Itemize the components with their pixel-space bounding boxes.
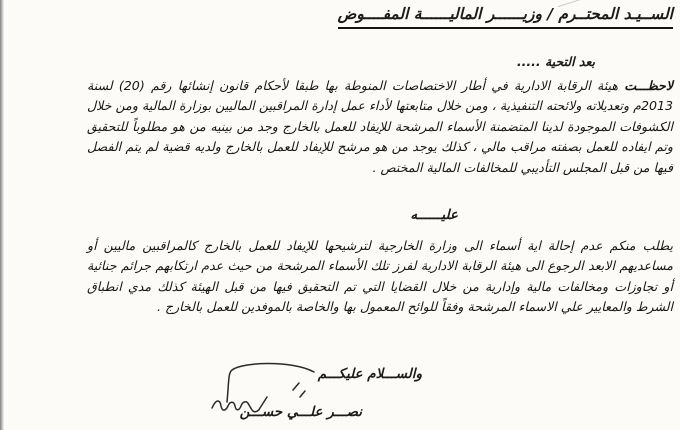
salutation-line: بعد التحية ..... [516,54,595,69]
closing-phrase: والســـلام عليكـــم [317,366,422,382]
scan-edge-artifact [0,0,4,430]
section-heading-therefore: عليــــــه [410,207,458,223]
paragraph-request: يطلب منكم عدم إحالة اية أسماء الى وزارة الخارجية لترشيحها للإيفاد للعمل بالخارج كالمراقبين ماليين أو مساعديهم الابعد الرجوع الى هيئة الرقابة الادارية لفرز تلك الأسماء المرشحة من حيث عدم ارتكابهم جرائم جنائية أو تجاوزات ومخالفات مالية وإدارية من خلال القضايا التي تم التحقيق فيها من قبل الهيئة كذلك مدي انطباق الشرط والمعايير علي الاسماء المرشحة وفقاً للوائح المعمول بها والخاصة بالموفدين للعمل بالخارج . [87,238,673,315]
paragraph-observations-text: هيئة الرقابة الادارية في أطار الاختصاصات المنوطة بها طبقا لأحكام قانون إنشائها رقم (20) لسنة 2013م وتعديلاته ولائحته التنفيذية ، ومن خلال متابعتها لأداء عمل إدارة المراقبين الماليين بوزارة المالية ومن خلال الكشوفات الموجودة لدينا المتضمنة الأسماء المرشحة للإيفاد للعمل بالخارج وجد من بينيه من هو مطلوباً للتحقيق وتم ايفاده للعمل بصفته مراقب مالي ، كذلك يوجد من هو مرشح للإيفاد للعمل بالخارج ولديه قضية لم يتم الفصل فيها من قبل المجلس التأديبي للمخالفات المالية المختص . [87,78,673,175]
signatory-name: نصـــر علـــي حســـن [239,404,362,420]
recipient-line: الســيـد المحتــرم / وزيــــــر الماليــــــة المفــــوض [338,5,673,29]
paragraph-lead-word: لاحظـــت [624,78,673,93]
paragraph-observations [87,76,673,178]
